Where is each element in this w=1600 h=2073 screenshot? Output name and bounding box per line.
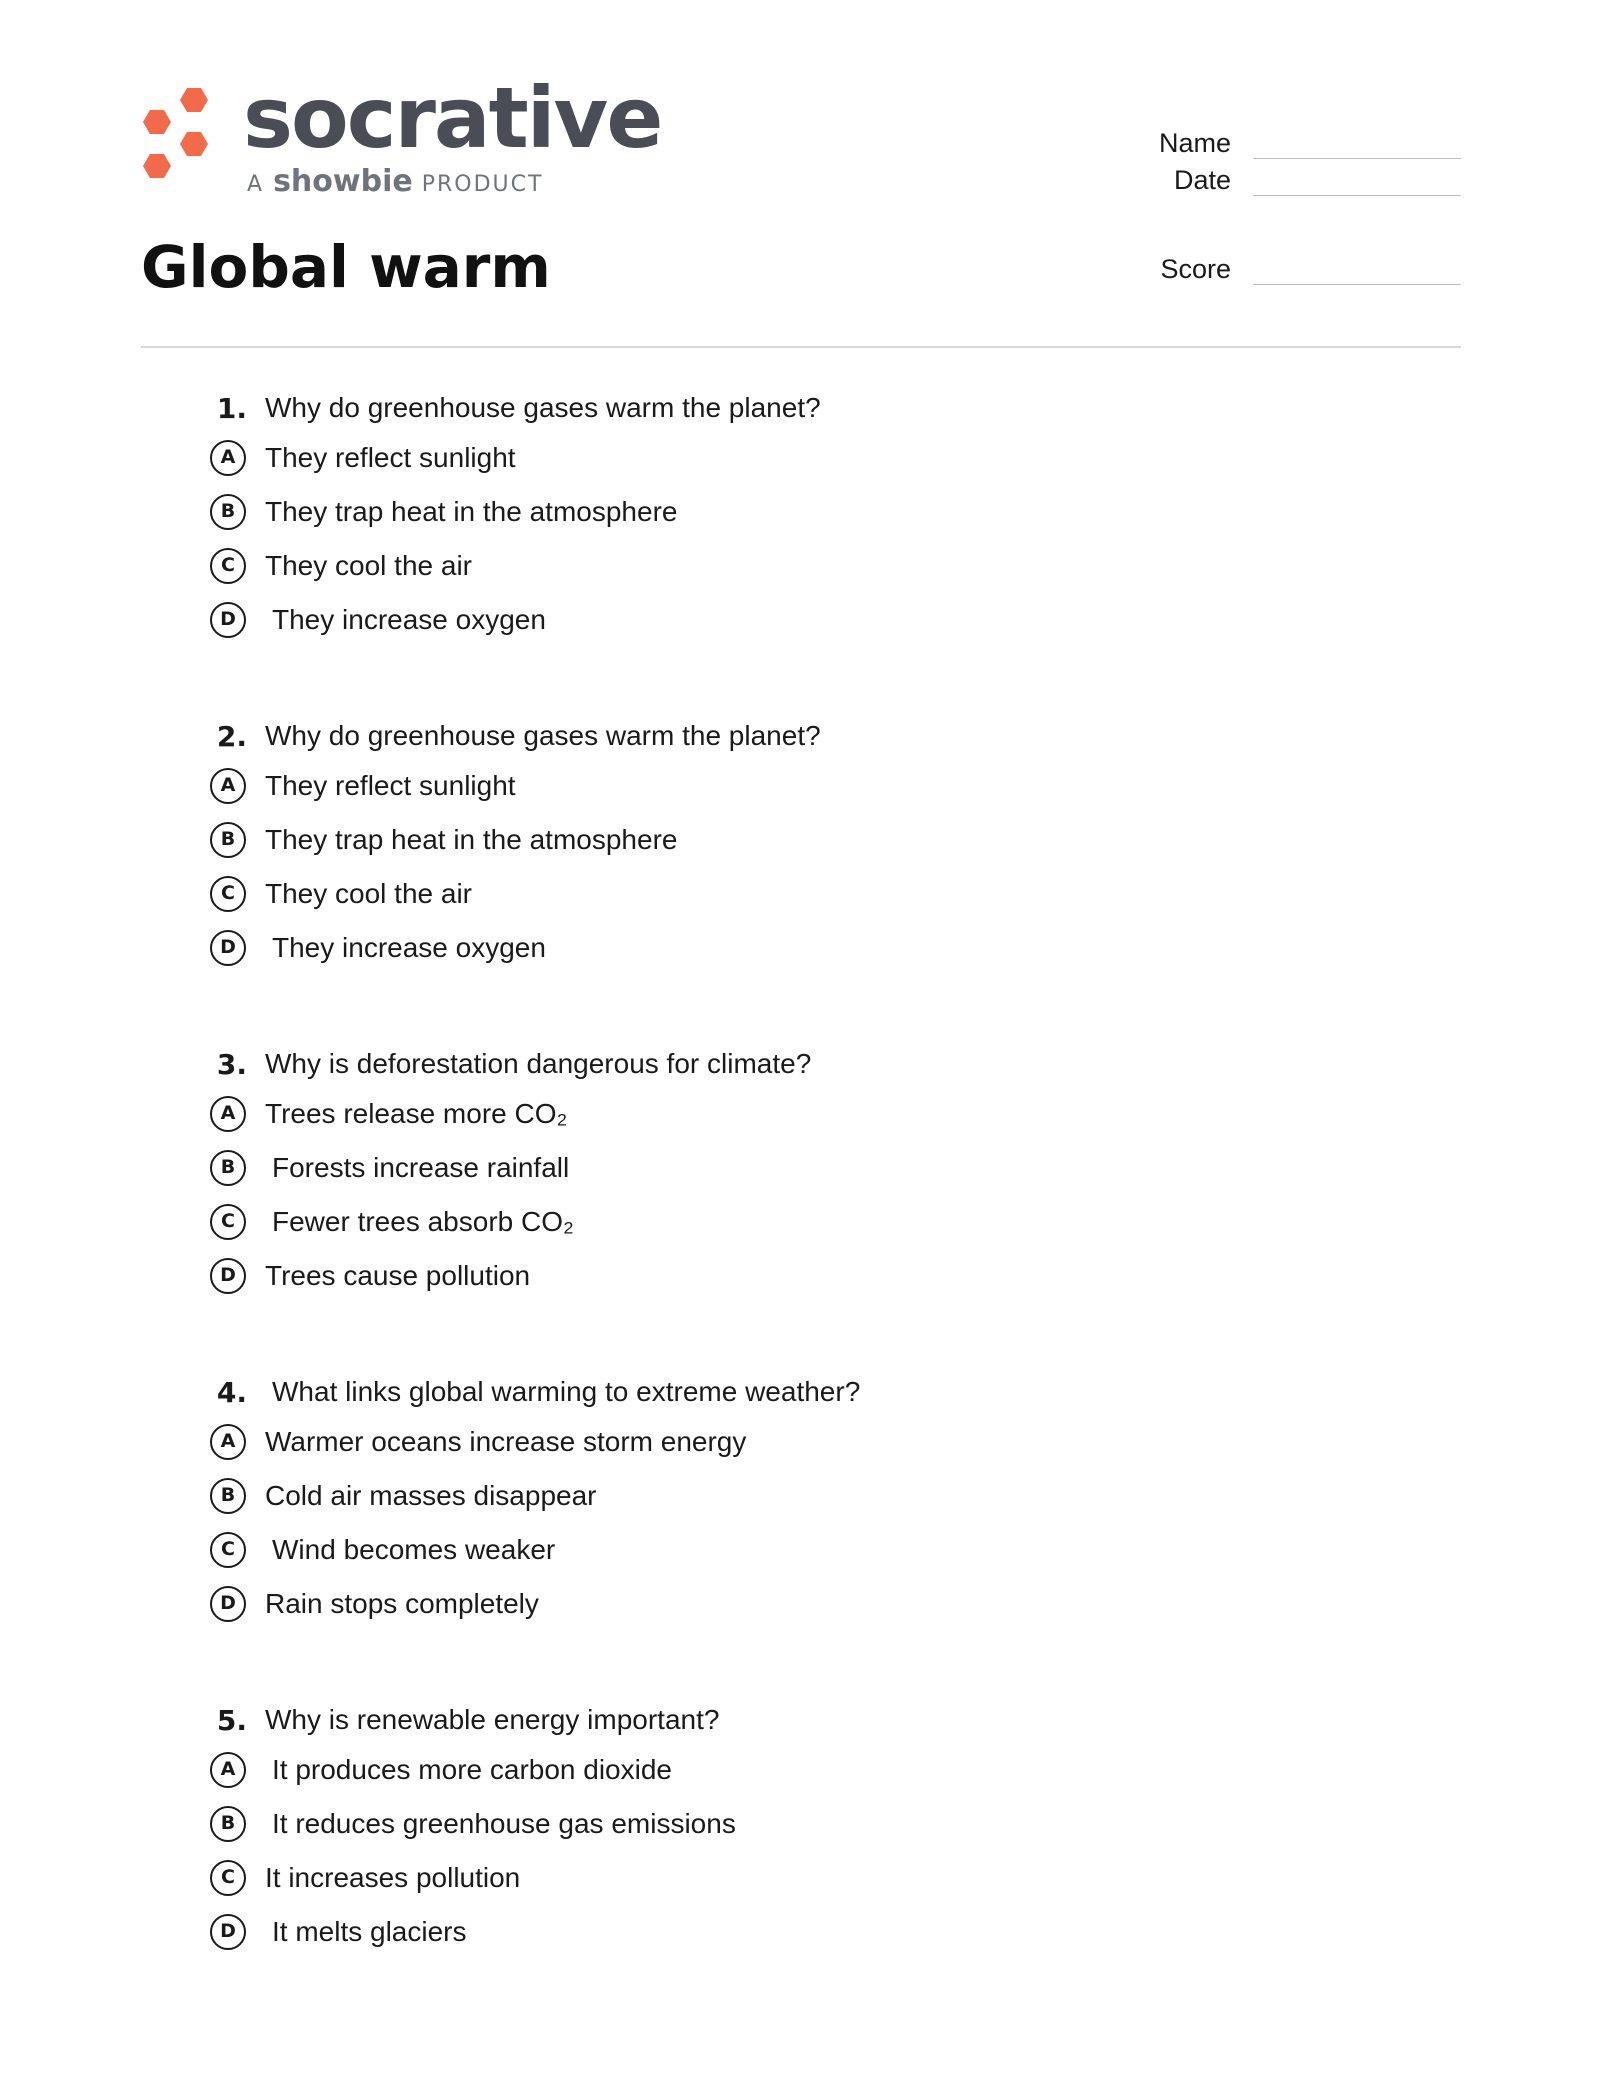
answer-bubble-b[interactable]: B (210, 1150, 246, 1186)
score-label: Score (1160, 254, 1231, 284)
option-b[interactable] (205, 492, 1305, 546)
option-text: Fewer trees absorb CO₂ (272, 1206, 574, 1237)
option-a[interactable] (205, 438, 1305, 492)
question-2 (205, 714, 1305, 982)
answer-bubble-a[interactable]: A (210, 1424, 246, 1460)
answer-bubble-b[interactable]: B (210, 1806, 246, 1842)
answer-bubble-c[interactable]: C (210, 1860, 246, 1896)
answer-bubble-b[interactable]: B (210, 822, 246, 858)
question-stem (205, 714, 1305, 766)
option-text: They reflect sunlight (265, 770, 516, 801)
option-text: It reduces greenhouse gas emissions (272, 1808, 736, 1839)
option-c[interactable] (205, 1202, 1305, 1256)
option-b[interactable] (205, 1148, 1305, 1202)
option-b[interactable] (205, 1804, 1305, 1858)
option-text: They cool the air (265, 550, 472, 581)
question-4 (205, 1370, 1305, 1638)
question-stem (205, 1698, 1305, 1750)
option-a[interactable] (205, 1750, 1305, 1804)
option-b[interactable] (205, 820, 1305, 874)
date-label: Date (1173, 165, 1231, 195)
answer-bubble-d[interactable]: D (210, 930, 246, 966)
option-c[interactable] (205, 1530, 1305, 1584)
option-text: Wind becomes weaker (272, 1534, 556, 1565)
question-3 (205, 1042, 1305, 1310)
date-line[interactable] (1253, 195, 1461, 196)
question-text: Why is deforestation dangerous for climate? (265, 1048, 812, 1079)
option-text: They reflect sunlight (265, 442, 516, 473)
question-stem (205, 1370, 1305, 1422)
option-d[interactable] (205, 1584, 1305, 1638)
score-field[interactable] (921, 254, 1461, 294)
answer-bubble-c[interactable]: C (210, 876, 246, 912)
option-text: They trap heat in the atmosphere (265, 496, 678, 527)
answer-bubble-d[interactable]: D (210, 1914, 246, 1950)
option-text: It increases pollution (265, 1862, 521, 1893)
name-label: Name (1158, 128, 1231, 158)
option-text: It melts glaciers (272, 1916, 467, 1947)
name-line[interactable] (1253, 158, 1461, 159)
option-text: They increase oxygen (272, 932, 546, 963)
answer-bubble-b[interactable]: B (210, 1478, 246, 1514)
question-stem (205, 386, 1305, 438)
question-text: Why do greenhouse gases warm the planet? (265, 720, 821, 751)
answer-bubble-d[interactable]: D (210, 602, 246, 638)
option-text: Trees release more CO₂ (265, 1098, 568, 1129)
option-text: Rain stops completely (265, 1588, 539, 1619)
answer-bubble-d[interactable]: D (210, 1586, 246, 1622)
tagline-prefix: A (247, 172, 265, 197)
option-b[interactable] (205, 1476, 1305, 1530)
option-c[interactable] (205, 1858, 1305, 1912)
option-c[interactable] (205, 874, 1305, 928)
question-number: 2. (216, 720, 247, 753)
option-d[interactable] (205, 1912, 1305, 1966)
answer-bubble-c[interactable]: C (210, 1532, 246, 1568)
answer-bubble-b[interactable]: B (210, 494, 246, 530)
option-text: Trees cause pollution (265, 1260, 531, 1291)
question-text: Why do greenhouse gases warm the planet? (265, 392, 821, 423)
option-text: Warmer oceans increase storm energy (265, 1426, 747, 1457)
question-stem (205, 1042, 1305, 1094)
option-text: They trap heat in the atmosphere (265, 824, 678, 855)
brand-tagline (247, 164, 543, 199)
option-text: Forests increase rainfall (272, 1152, 570, 1183)
header-divider (141, 346, 1461, 348)
question-number: 4. (216, 1376, 247, 1409)
option-d[interactable] (205, 600, 1305, 654)
option-a[interactable] (205, 1422, 1305, 1476)
answer-bubble-d[interactable]: D (210, 1258, 246, 1294)
brand-wordmark: socrative (243, 69, 662, 167)
tagline-brand: showbie (273, 164, 413, 199)
answer-bubble-a[interactable]: A (210, 440, 246, 476)
question-5 (205, 1698, 1305, 1966)
question-number: 3. (216, 1048, 247, 1081)
answer-bubble-a[interactable]: A (210, 1752, 246, 1788)
option-d[interactable] (205, 1256, 1305, 1310)
worksheet-title: Global warm (141, 233, 551, 301)
question-number: 1. (216, 392, 247, 425)
option-text: They increase oxygen (272, 604, 546, 635)
date-field[interactable] (921, 165, 1461, 205)
worksheet-header (141, 69, 1461, 348)
question-number: 5. (216, 1704, 247, 1737)
answer-bubble-c[interactable]: C (210, 548, 246, 584)
option-text: Cold air masses disappear (265, 1480, 597, 1511)
question-text: What links global warming to extreme weather? (272, 1376, 861, 1407)
option-text: They cool the air (265, 878, 472, 909)
tagline-suffix: PRODUCT (421, 172, 544, 197)
name-field[interactable] (921, 128, 1461, 168)
score-line[interactable] (1253, 284, 1461, 285)
question-text: Why is renewable energy important? (265, 1704, 720, 1735)
option-a[interactable] (205, 766, 1305, 820)
answer-bubble-a[interactable]: A (210, 768, 246, 804)
answer-bubble-c[interactable]: C (210, 1204, 246, 1240)
question-1 (205, 386, 1305, 654)
answer-bubble-a[interactable]: A (210, 1096, 246, 1132)
option-text: It produces more carbon dioxide (272, 1754, 672, 1785)
option-c[interactable] (205, 546, 1305, 600)
option-a[interactable] (205, 1094, 1305, 1148)
socrative-logo (141, 69, 662, 199)
option-d[interactable] (205, 928, 1305, 982)
hexagon-cluster-icon (141, 88, 221, 194)
